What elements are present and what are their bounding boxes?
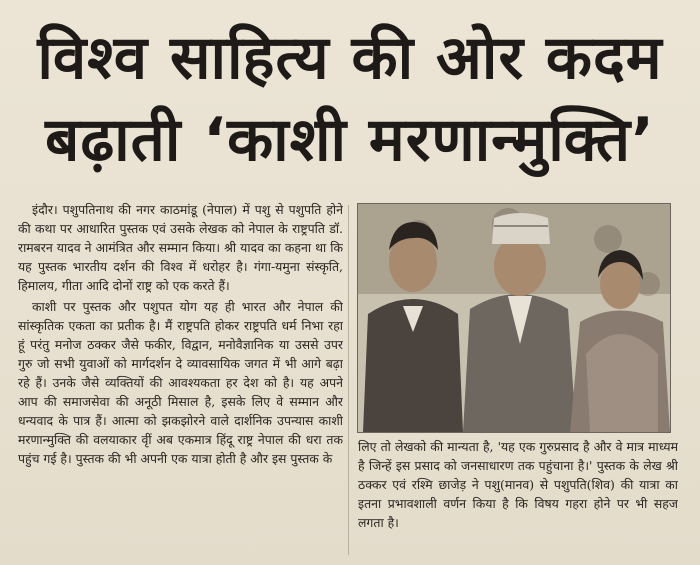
news-photo: [357, 203, 671, 433]
article-paragraph: इंदौर। पशुपतिनाथ की नगर काठमांडू (नेपाल) में पशु से पशुपति होने की कथा पर आधारित पुस्तक एवं उसके लेखक को नेपाल के राष्ट्रपति डॉ. रामबरन यादव ने आमंत्रित और सम्मान किया। श्री यादव का कहना था कि यह पुस्तक भारतीय दर्शन की विश्व में धरोहर है। गंगा-यमुना संस्कृति, हिमालय, गीता आदि दोनों राष्ट्र को एक करते हैं।: [18, 202, 343, 293]
article-paragraph: काशी पर पुस्तक और पशुपत योग यह ही भारत और नेपाल की सांस्कृतिक एकता का प्रतीक है। मैं राष्ट्रपति होकर राष्ट्रपति धर्म निभा रहा हूं परंतु मनोज ठक्कर जैसे फकीर, विद्वान, मनोवैज्ञानिक या उससे उपर गुरु जो सभी युवाओं को मार्गदर्शन दे व्यावसायिक जगत में भी आगे बढ़ा रहे हैं। उनके जैसे व्यक्तियों की आवश्यकता हर देश को है। यह अपने आप की समाजसेवा की अनूठी मिसाल है, इसके लिए वे सम्मान और धन्यवाद के पात्र हैं। आत्मा को झकझोरने वाले दार्शनिक उपन्यास काशी मरणान्मुक्ति की वलयाकार वृीं अब एकमात्र हिंदू राष्ट्र नेपाल की धरा तक पहुंच गई है। पुस्तक की भी अपनी एक यात्रा होती है और इस पुस्तक के: [18, 299, 343, 466]
headline-line-1: विश्व साहित्य की ओर कदम: [37, 23, 663, 93]
column-divider: [348, 205, 349, 555]
headline-line-2: बढ़ाती ‘काशी मरणान्मुक्ति’: [45, 105, 655, 175]
article-right-column: [358, 437, 678, 557]
article-left-column: [18, 200, 343, 555]
photo-illustration: [358, 204, 670, 432]
article-paragraph: लिए तो लेखको की मान्यता है, 'यह एक गुरुप्रसाद है और वे मात्र माध्यम है जिन्हें इस प्रसाद को जनसाधारण तक पहुंचाना है।' पुस्तक के लेख श्री ठक्कर एवं रश्मि छाजेड़ ने पशु(मानव) से पशुपति(शिव) की यात्रा का इतना प्रभावशाली वर्णन किया है कि विषय गहरा होने पर भी सहज लगता है।: [358, 439, 678, 530]
